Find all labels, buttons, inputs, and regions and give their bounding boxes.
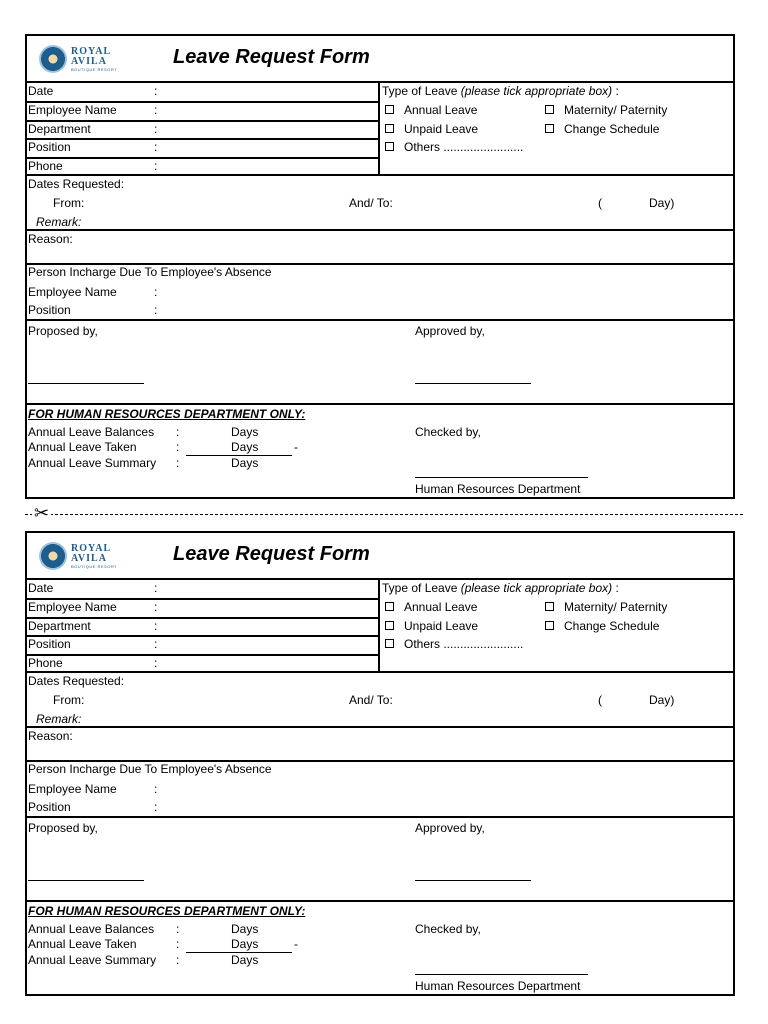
incharge-name-label: Employee Name: [28, 285, 117, 299]
from-label: From:: [53, 693, 85, 707]
day-label: Day): [649, 693, 675, 707]
leave-type-heading: [382, 84, 619, 98]
phone-label: Phone: [28, 656, 63, 670]
date-label: Date: [28, 581, 54, 595]
option-label: Change Schedule: [564, 122, 660, 136]
others-option[interactable]: [385, 140, 523, 154]
logo-emblem-icon: [39, 542, 67, 570]
option-label: Unpaid Leave: [404, 122, 479, 136]
checkbox-icon[interactable]: [545, 621, 554, 630]
incharge-title: Person Incharge Due To Employee's Absence: [28, 265, 272, 279]
option-label: Others ........................: [404, 140, 524, 154]
annual-leave-option[interactable]: [385, 103, 477, 117]
checkbox-icon[interactable]: [385, 142, 394, 151]
leave-balances-colon: :: [176, 425, 180, 439]
leave-taken-label: Annual Leave Taken: [28, 440, 137, 454]
leave-type-label: Type of Leave: [382, 84, 458, 98]
leave-summary-days: Days: [231, 456, 259, 470]
phone-label: Phone: [28, 159, 63, 173]
employee-name-label: Employee Name: [28, 103, 117, 117]
position-label: Position: [28, 637, 71, 651]
and-to-label: And/ To:: [349, 693, 393, 707]
option-label: Maternity/ Paternity: [564, 600, 668, 614]
proposed-by-label: Proposed by,: [28, 324, 98, 338]
others-option[interactable]: [385, 637, 523, 651]
incharge-position-label: Position: [28, 800, 71, 814]
date-field[interactable]: :: [154, 84, 158, 98]
approved-by-label: Approved by,: [415, 324, 485, 338]
change-schedule-option[interactable]: [545, 122, 659, 136]
leave-balances-days: Days: [231, 922, 259, 936]
leave-type-colon: :: [615, 84, 619, 98]
leave-taken-days: Days: [231, 937, 259, 951]
approved-signature-line[interactable]: [415, 880, 531, 881]
hr-department-label: Human Resources Department: [415, 979, 581, 993]
proposed-signature-line[interactable]: [28, 880, 144, 881]
logo-text-avila: AVILA: [71, 553, 107, 564]
leave-type-hint: (please tick appropriate box): [460, 581, 613, 595]
department-label: Department: [28, 122, 91, 136]
hr-department-label: Human Resources Department: [415, 482, 581, 496]
from-label: From:: [53, 196, 85, 210]
position-label: Position: [28, 140, 71, 154]
leave-balances-label: Annual Leave Balances: [28, 922, 155, 936]
phone-field[interactable]: :: [154, 159, 158, 173]
logo-text-royal: ROYAL: [71, 543, 112, 554]
logo-text-royal: ROYAL: [71, 46, 112, 57]
leave-taken-dash: -: [294, 937, 298, 951]
annual-leave-option[interactable]: [385, 600, 477, 614]
approved-signature-line[interactable]: [415, 383, 531, 384]
checkbox-icon[interactable]: [545, 602, 554, 611]
reason-label: Reason:: [28, 232, 73, 246]
hr-section-title: FOR HUMAN RESOURCES DEPARTMENT ONLY:: [28, 904, 306, 918]
option-label: Maternity/ Paternity: [564, 103, 668, 117]
dates-requested-label: Dates Requested:: [28, 674, 125, 688]
checkbox-icon[interactable]: [545, 105, 554, 114]
maternity-paternity-option[interactable]: [545, 103, 667, 117]
employee-name-field[interactable]: :: [154, 103, 158, 117]
option-label: Annual Leave: [404, 103, 478, 117]
option-label: Change Schedule: [564, 619, 660, 633]
option-label: Unpaid Leave: [404, 619, 479, 633]
option-label: Annual Leave: [404, 600, 478, 614]
leave-type-heading: [382, 581, 619, 595]
form-title: Leave Request Form: [173, 543, 370, 565]
logo-text-avila: AVILA: [71, 56, 107, 67]
unpaid-leave-option[interactable]: [385, 619, 478, 633]
incharge-name-field[interactable]: :: [154, 782, 158, 796]
royal-avila-logo: [33, 43, 123, 75]
incharge-position-field[interactable]: :: [154, 303, 158, 317]
leave-form-2: [25, 531, 735, 996]
leave-form-1: [25, 34, 735, 499]
checked-by-label: Checked by,: [415, 425, 481, 439]
leave-balances-colon: :: [176, 922, 180, 936]
leave-type-colon: :: [615, 581, 619, 595]
logo-text-tagline: BOUTIQUE RESORT: [71, 564, 118, 569]
remark-label: Remark:: [36, 712, 82, 726]
position-field[interactable]: :: [154, 140, 158, 154]
form-title: Leave Request Form: [173, 46, 370, 68]
leave-type-hint: (please tick appropriate box): [460, 84, 613, 98]
checkbox-icon[interactable]: [385, 602, 394, 611]
dates-requested-label: Dates Requested:: [28, 177, 125, 191]
maternity-paternity-option[interactable]: [545, 600, 667, 614]
scissors-icon: ✂: [34, 503, 50, 523]
checkbox-icon[interactable]: [385, 105, 394, 114]
hr-signature-line[interactable]: [415, 974, 588, 975]
reason-label: Reason:: [28, 729, 73, 743]
phone-field[interactable]: :: [154, 656, 158, 670]
day-open-paren: (: [598, 196, 602, 210]
proposed-by-label: Proposed by,: [28, 821, 98, 835]
leave-taken-colon: :: [176, 937, 180, 951]
leave-taken-label: Annual Leave Taken: [28, 937, 137, 951]
leave-balances-label: Annual Leave Balances: [28, 425, 155, 439]
leave-summary-days: Days: [231, 953, 259, 967]
leave-taken-colon: :: [176, 440, 180, 454]
leave-summary-colon: :: [176, 456, 180, 470]
and-to-label: And/ To:: [349, 196, 393, 210]
royal-avila-logo: [33, 540, 123, 572]
approved-by-label: Approved by,: [415, 821, 485, 835]
change-schedule-option[interactable]: [545, 619, 659, 633]
incharge-title: Person Incharge Due To Employee's Absence: [28, 762, 272, 776]
incharge-name-label: Employee Name: [28, 782, 117, 796]
leave-summary-label: Annual Leave Summary: [28, 456, 157, 470]
leave-type-label: Type of Leave: [382, 581, 458, 595]
hr-signature-line[interactable]: [415, 477, 588, 478]
position-field[interactable]: :: [154, 637, 158, 651]
cut-line: [25, 514, 743, 515]
checkbox-icon[interactable]: [545, 124, 554, 133]
unpaid-leave-option[interactable]: [385, 122, 478, 136]
checkbox-icon[interactable]: [385, 639, 394, 648]
leave-taken-days: Days: [231, 440, 259, 454]
leave-taken-dash: -: [294, 440, 298, 454]
employee-name-field[interactable]: :: [154, 600, 158, 614]
checkbox-icon[interactable]: [385, 124, 394, 133]
leave-summary-colon: :: [176, 953, 180, 967]
incharge-name-field[interactable]: :: [154, 285, 158, 299]
department-field[interactable]: :: [154, 122, 158, 136]
incharge-position-label: Position: [28, 303, 71, 317]
leave-summary-label: Annual Leave Summary: [28, 953, 157, 967]
proposed-signature-line[interactable]: [28, 383, 144, 384]
logo-emblem-icon: [39, 45, 67, 73]
date-label: Date: [28, 84, 54, 98]
department-field[interactable]: :: [154, 619, 158, 633]
checkbox-icon[interactable]: [385, 621, 394, 630]
option-label: Others ........................: [404, 637, 524, 651]
date-field[interactable]: :: [154, 581, 158, 595]
checked-by-label: Checked by,: [415, 922, 481, 936]
leave-balances-days: Days: [231, 425, 259, 439]
incharge-position-field[interactable]: :: [154, 800, 158, 814]
logo-text-tagline: BOUTIQUE RESORT: [71, 67, 118, 72]
department-label: Department: [28, 619, 91, 633]
employee-name-label: Employee Name: [28, 600, 117, 614]
remark-label: Remark:: [36, 215, 82, 229]
day-open-paren: (: [598, 693, 602, 707]
day-label: Day): [649, 196, 675, 210]
hr-section-title: FOR HUMAN RESOURCES DEPARTMENT ONLY:: [28, 407, 306, 421]
